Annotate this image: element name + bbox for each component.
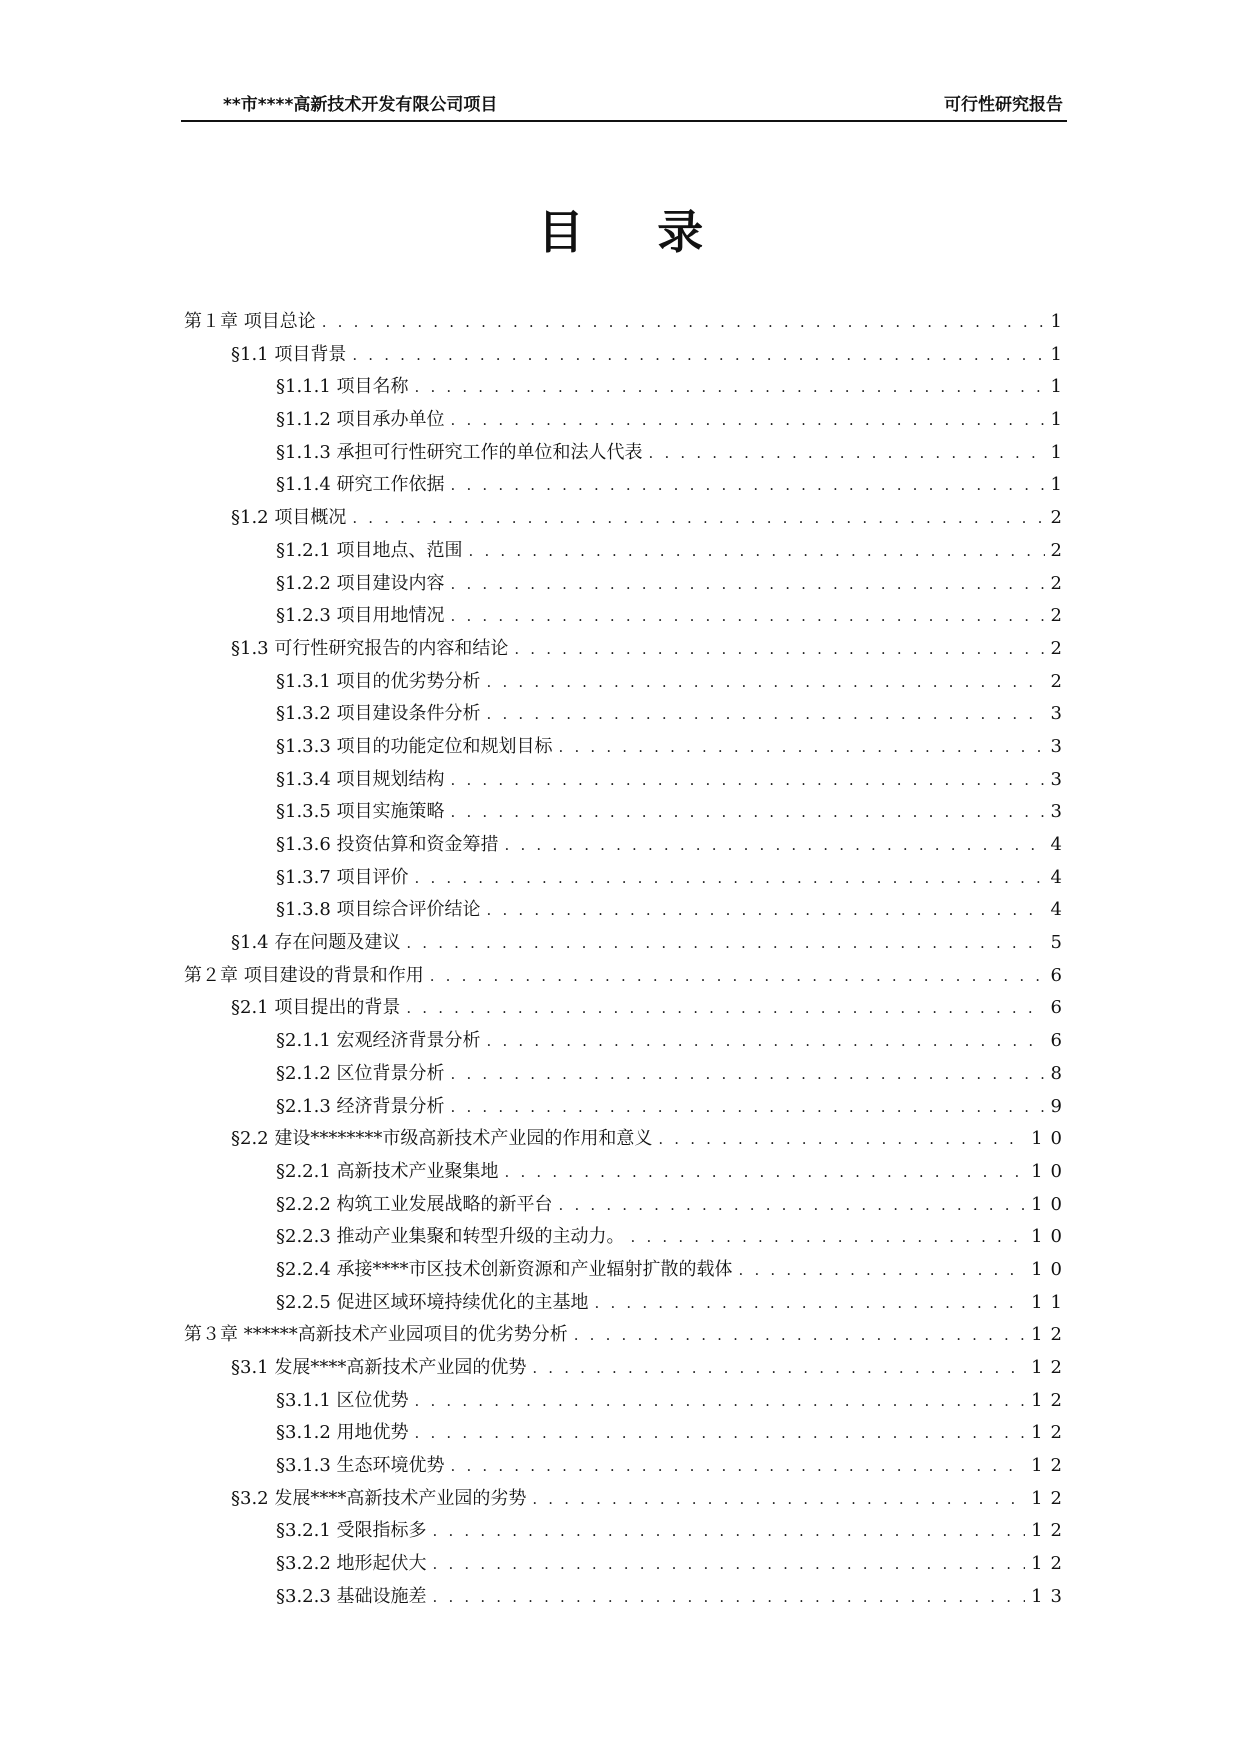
toc-page-number: 2 — [1050, 605, 1070, 627]
toc-dot-leader — [532, 1352, 1025, 1385]
toc-entry-label: §3.2.3 基础设施差 — [276, 1585, 427, 1607]
toc-entry-label: §1.3.8 项目综合评价结论 — [276, 899, 481, 921]
toc-dot-leader — [658, 1123, 1025, 1156]
toc-entry[interactable] — [184, 437, 1070, 470]
toc-entry-label: §1.1.4 研究工作依据 — [276, 474, 445, 496]
toc-dot-leader — [352, 339, 1044, 372]
toc-entry-label: §3.2 发展****高新技术产业园的劣势 — [231, 1487, 527, 1509]
toc-entry-label: 第１章 项目总论 — [184, 311, 316, 332]
toc-dot-leader — [415, 1417, 1026, 1450]
toc-entry-label: §1.1.3 承担可行性研究工作的单位和法人代表 — [276, 441, 643, 463]
toc-dot-leader — [595, 1287, 1026, 1320]
toc-page-number: 4 — [1050, 866, 1070, 888]
toc-entry-label: §1.3.1 项目的优劣势分析 — [276, 670, 481, 692]
toc-page-number: 12 — [1031, 1389, 1070, 1411]
toc-entry-label: §2.1.1 宏观经济背景分析 — [276, 1030, 481, 1052]
toc-entry-label: §2.1 项目提出的背景 — [231, 997, 401, 1019]
toc-entry[interactable] — [184, 1287, 1070, 1320]
toc-entry-label: §1.2.1 项目地点、范围 — [276, 539, 463, 561]
toc-dot-leader — [505, 829, 1045, 862]
toc-dot-leader — [505, 1156, 1026, 1189]
toc-page-number: 3 — [1050, 768, 1070, 790]
toc-dot-leader — [406, 992, 1044, 1025]
toc-entry-label: §2.1.3 经济背景分析 — [276, 1095, 445, 1117]
toc-entry-label: §1.2.2 项目建设内容 — [276, 572, 445, 594]
toc-entry[interactable] — [184, 829, 1070, 862]
toc-entry-label: §1.3.5 项目实施策略 — [276, 801, 445, 823]
toc-entry[interactable] — [184, 1156, 1070, 1189]
toc-entry[interactable] — [184, 1417, 1070, 1450]
toc-entry[interactable] — [184, 731, 1070, 764]
toc-entry-label: §1.3.6 投资估算和资金筹措 — [276, 834, 499, 855]
toc-page-number: 1 — [1050, 343, 1070, 365]
toc-page-number: 12 — [1031, 1357, 1070, 1378]
toc-dot-leader — [451, 568, 1045, 601]
toc-entry[interactable] — [184, 1548, 1070, 1581]
toc-page-number: 6 — [1050, 1030, 1070, 1052]
toc-page-number: 2 — [1050, 507, 1070, 529]
toc-entry-label: §2.2.4 承接****市区技术创新资源和产业辐射扩散的载体 — [276, 1258, 733, 1280]
toc-entry[interactable] — [184, 1091, 1070, 1124]
toc-page-number: 10 — [1031, 1160, 1070, 1182]
toc-entry[interactable] — [184, 796, 1070, 829]
toc-entry[interactable] — [184, 1123, 1070, 1156]
header-report-type: 可行性研究报告 — [944, 95, 1063, 115]
toc-entry[interactable] — [184, 1352, 1070, 1385]
toc-entry[interactable] — [184, 992, 1070, 1025]
toc-entry-label: §2.2 建设********市级高新技术产业园的作用和意义 — [231, 1128, 653, 1150]
toc-entry-label: §1.2.3 项目用地情况 — [276, 605, 445, 627]
toc-entry[interactable] — [184, 1254, 1070, 1287]
toc-page-number: 2 — [1050, 539, 1070, 561]
toc-entry-label: §1.3.3 项目的功能定位和规划目标 — [276, 735, 553, 757]
toc-page-number: 12 — [1031, 1422, 1070, 1444]
page-header — [181, 86, 1067, 122]
toc-dot-leader — [451, 469, 1045, 502]
toc-entry[interactable] — [184, 469, 1070, 502]
toc-page-number: 4 — [1050, 899, 1070, 921]
toc-page-number: 4 — [1050, 834, 1070, 855]
toc-dot-leader — [559, 1189, 1026, 1222]
toc-entry-label: §3.1.2 用地优势 — [276, 1422, 409, 1444]
toc-entry[interactable] — [184, 1581, 1070, 1614]
toc-page-number: 6 — [1050, 997, 1070, 1019]
toc-page-number: 1 — [1050, 311, 1070, 332]
toc-dot-leader — [415, 1385, 1026, 1418]
toc-entry[interactable] — [184, 306, 1070, 339]
toc-entry[interactable] — [184, 1450, 1070, 1483]
toc-dot-leader — [415, 862, 1045, 895]
toc-page-number: 1 — [1050, 474, 1070, 496]
toc-entry[interactable] — [184, 1058, 1070, 1091]
toc-entry-label: 第２章 项目建设的背景和作用 — [184, 964, 424, 986]
toc-page-number: 2 — [1050, 572, 1070, 594]
toc-page-number: 12 — [1031, 1324, 1070, 1346]
toc-dot-leader — [487, 1025, 1045, 1058]
toc-dot-leader — [352, 502, 1044, 535]
toc-entry-label: §1.3 可行性研究报告的内容和结论 — [231, 637, 509, 659]
toc-page-number: 12 — [1031, 1553, 1070, 1575]
toc-page-number: 5 — [1050, 932, 1070, 954]
toc-entry-label: §2.1.2 区位背景分析 — [276, 1062, 445, 1084]
toc-entry[interactable] — [184, 666, 1070, 699]
toc-entry[interactable] — [184, 764, 1070, 797]
toc-entry[interactable] — [184, 502, 1070, 535]
toc-page-number: 9 — [1050, 1095, 1070, 1117]
toc-dot-leader — [487, 894, 1045, 927]
toc-entry-label: §1.1.2 项目承办单位 — [276, 409, 445, 431]
toc-entry[interactable] — [184, 600, 1070, 633]
toc-dot-leader — [739, 1254, 1026, 1287]
toc-entry[interactable] — [184, 1025, 1070, 1058]
toc-dot-leader — [487, 698, 1045, 731]
toc-page-number: 8 — [1050, 1062, 1070, 1084]
toc-entry-label: §2.2.5 促进区域环境持续优化的主基地 — [276, 1291, 589, 1313]
toc-entry[interactable] — [184, 1483, 1070, 1516]
toc-dot-leader — [322, 306, 1045, 339]
toc-page-number: 11 — [1031, 1291, 1070, 1313]
toc-dot-leader — [451, 1058, 1045, 1091]
table-of-contents — [184, 306, 1070, 1614]
toc-title: 目录 — [537, 205, 777, 259]
toc-dot-leader — [451, 1450, 1026, 1483]
toc-dot-leader — [487, 666, 1045, 699]
toc-entry[interactable] — [184, 698, 1070, 731]
toc-entry[interactable] — [184, 1319, 1070, 1352]
toc-entry-label: §3.2.2 地形起伏大 — [276, 1553, 427, 1575]
toc-dot-leader — [406, 927, 1044, 960]
toc-dot-leader — [433, 1548, 1026, 1581]
toc-entry[interactable] — [184, 371, 1070, 404]
toc-page-number: 6 — [1050, 964, 1070, 986]
toc-entry-label: §1.3.4 项目规划结构 — [276, 768, 445, 790]
toc-dot-leader — [433, 1581, 1026, 1614]
toc-page-number: 3 — [1050, 801, 1070, 823]
toc-dot-leader — [574, 1319, 1025, 1352]
toc-entry[interactable] — [184, 862, 1070, 895]
toc-entry[interactable] — [184, 633, 1070, 666]
toc-dot-leader — [451, 404, 1045, 437]
toc-dot-leader — [631, 1221, 1026, 1254]
toc-dot-leader — [430, 960, 1045, 993]
toc-entry-label: §1.3.2 项目建设条件分析 — [276, 703, 481, 725]
toc-entry[interactable] — [184, 1189, 1070, 1222]
toc-page-number: 3 — [1050, 703, 1070, 725]
toc-dot-leader — [415, 371, 1045, 404]
toc-entry[interactable] — [184, 894, 1070, 927]
toc-entry-label: §1.2 项目概况 — [231, 507, 347, 529]
toc-entry-label: §2.2.2 构筑工业发展战略的新平台 — [276, 1193, 553, 1215]
toc-dot-leader — [451, 600, 1045, 633]
toc-entry-label: §3.1.3 生态环境优势 — [276, 1455, 445, 1477]
toc-entry[interactable] — [184, 960, 1070, 993]
toc-dot-leader — [532, 1483, 1025, 1516]
toc-page-number: 12 — [1031, 1455, 1070, 1477]
toc-entry-label: 第３章 ******高新技术产业园项目的优劣势分析 — [184, 1324, 568, 1346]
toc-page-number: 13 — [1031, 1585, 1070, 1607]
toc-page-number: 2 — [1050, 637, 1070, 659]
toc-page-number: 1 — [1050, 409, 1070, 431]
toc-entry-label: §3.1.1 区位优势 — [276, 1389, 409, 1411]
toc-page-number: 12 — [1031, 1520, 1070, 1542]
toc-entry[interactable] — [184, 1221, 1070, 1254]
toc-entry[interactable] — [184, 1515, 1070, 1548]
toc-page-number: 2 — [1050, 670, 1070, 692]
toc-entry-label: §1.1 项目背景 — [231, 343, 347, 365]
toc-dot-leader — [559, 731, 1045, 764]
toc-entry-label: §1.4 存在问题及建议 — [231, 932, 401, 954]
toc-page-number: 10 — [1031, 1128, 1070, 1150]
toc-entry[interactable] — [184, 1385, 1070, 1418]
toc-entry[interactable] — [184, 568, 1070, 601]
toc-page-number: 1 — [1050, 441, 1070, 463]
toc-page-number: 12 — [1031, 1487, 1070, 1509]
header-project-name: **市****高新技术开发有限公司项目 — [223, 95, 498, 115]
toc-entry-label: §1.1.1 项目名称 — [276, 376, 409, 398]
toc-page-number: 3 — [1050, 735, 1070, 757]
toc-dot-leader — [514, 633, 1044, 666]
toc-dot-leader — [451, 764, 1045, 797]
toc-entry-label: §3.1 发展****高新技术产业园的优势 — [231, 1357, 527, 1378]
toc-entry[interactable] — [184, 535, 1070, 568]
toc-page-number: 10 — [1031, 1193, 1070, 1215]
toc-dot-leader — [469, 535, 1045, 568]
toc-dot-leader — [451, 796, 1045, 829]
toc-entry-label: §2.2.1 高新技术产业聚集地 — [276, 1160, 499, 1182]
toc-entry[interactable] — [184, 404, 1070, 437]
toc-dot-leader — [451, 1091, 1045, 1124]
toc-entry-label: §2.2.3 推动产业集聚和转型升级的主动力。 — [276, 1226, 625, 1248]
toc-entry-label: §1.3.7 项目评价 — [276, 866, 409, 888]
toc-entry-label: §3.2.1 受限指标多 — [276, 1520, 427, 1542]
toc-entry[interactable] — [184, 927, 1070, 960]
toc-page-number: 1 — [1050, 376, 1070, 398]
toc-page-number: 10 — [1031, 1258, 1070, 1280]
toc-dot-leader — [433, 1515, 1026, 1548]
toc-page-number: 10 — [1031, 1226, 1070, 1248]
toc-dot-leader — [649, 437, 1045, 470]
toc-entry[interactable] — [184, 339, 1070, 372]
